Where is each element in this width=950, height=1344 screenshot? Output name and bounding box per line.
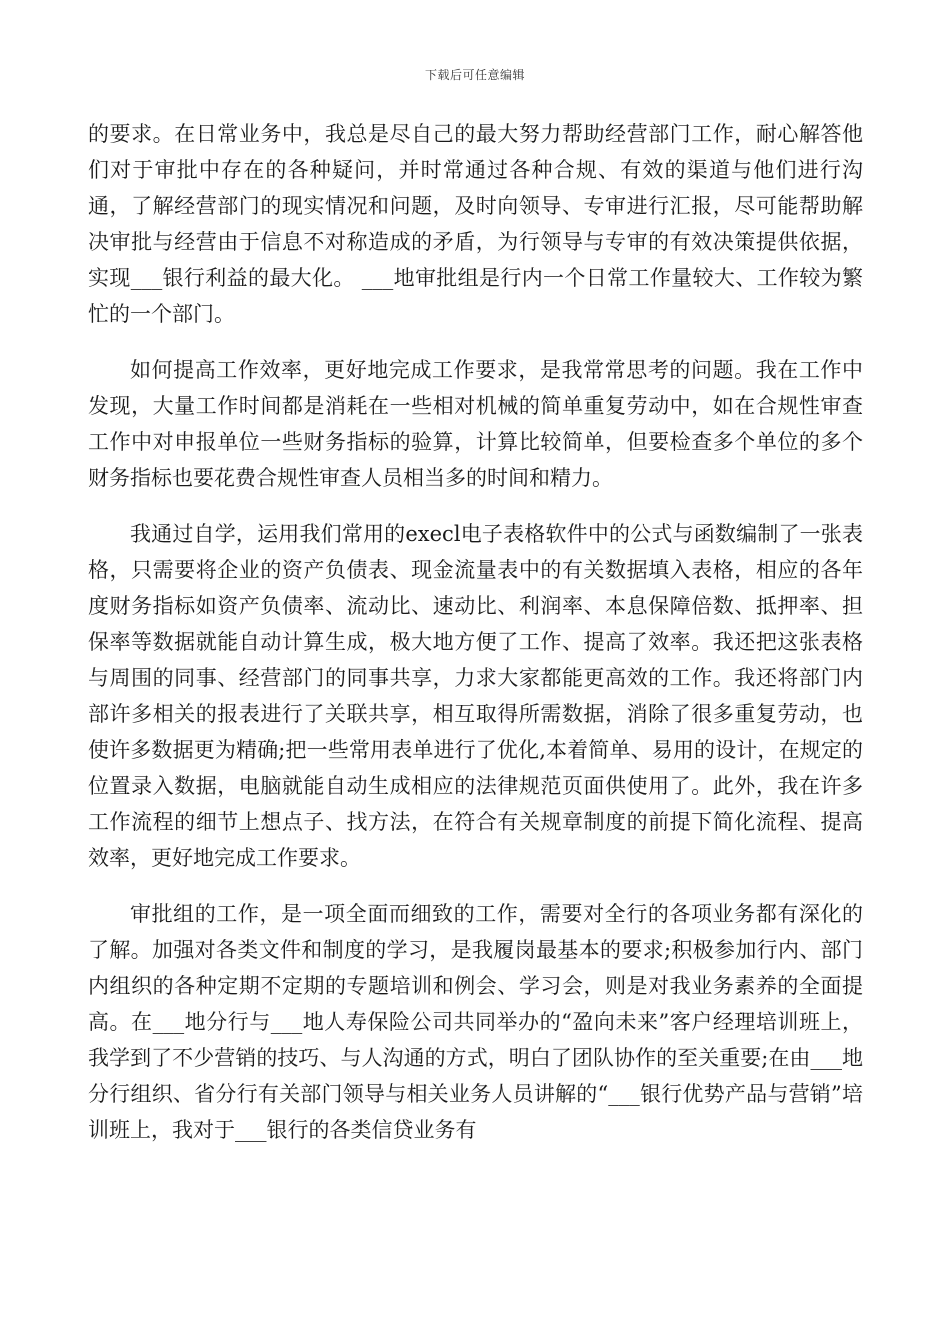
paragraph-training: 审批组的工作，是一项全面而细致的工作，需要对全行的各项业务都有深化的了解。加强对各类文件和制度的学习，是我履岗最基本的要求;积极参加行内、部门内组织的各种定期不定期的专题培训和例会、学习会，则是对我业务素养的全面提高。在___地分行与___地人寿保险公司共同举办的“盈向未来”客户经理培训班上，我学到了不少营销的技巧、与人沟通的方式，明白了团队协作的至关重要;在由___地分行组织、省分行有关部门领导与相关业务人员讲解的“___银行优势产品与营销”培训班上，我对于___银行的各类信贷业务有: [88, 902, 863, 1142]
paragraph-continuation: 的要求。在日常业务中，我总是尽自己的最大努力帮助经营部门工作，耐心解答他们对于审批中存在的各种疑问，并时常通过各种合规、有效的渠道与他们进行沟通，了解经营部门的现实情况和问题，及时向领导、专审进行汇报，尽可能帮助解决审批与经营由于信息不对称造成的矛盾，为行领导与专审的有效决策提供依据，实现___银行利益的最大化。 ___地审批组是行内一个日常工作量较大、工作较为繁忙的一个部门。: [88, 122, 863, 326]
document-body: [88, 116, 863, 1168]
download-note: 下载后可任意编辑: [424, 68, 525, 82]
paragraph-spreadsheet: 我通过自学，运用我们常用的execl电子表格软件中的公式与函数编制了一张表格，只需要将企业的资产负债表、现金流量表中的有关数据填入表格，相应的各年度财务指标如资产负债率、流动比、速动比、利润率、本息保障倍数、抵押率、担保率等数据就能自动计算生成，极大地方便了工作、提高了效率。我还把这张表格与周围的同事、经营部门的同事共享，力求大家都能更高效的工作。我还将部门内部许多相关的报表进行了关联共享，相互取得所需数据，消除了很多重复劳动，也使许多数据更为精确;把一些常用表单进行了优化,本着简单、易用的设计，在规定的位置录入数据，电脑就能自动生成相应的法律规范页面供使用了。此外，我在许多工作流程的细节上想点子、找方法，在符合有关规章制度的前提下简化流程、提高效率，更好地完成工作要求。: [88, 522, 863, 870]
paragraph-efficiency: 如何提高工作效率，更好地完成工作要求，是我常常思考的问题。我在工作中发现，大量工作时间都是消耗在一些相对机械的简单重复劳动中，如在合规性审查工作中对申报单位一些财务指标的验算，计算比较简单，但要检查多个单位的多个财务指标也要花费合规性审查人员相当多的时间和精力。: [88, 358, 863, 490]
